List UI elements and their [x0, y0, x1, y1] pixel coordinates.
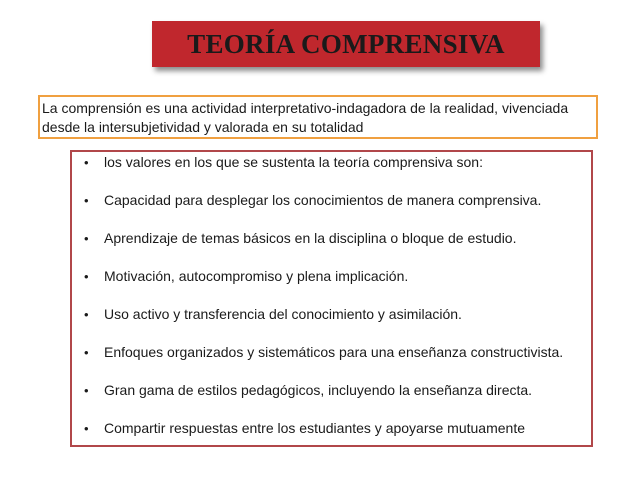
list-item: [84, 382, 532, 398]
list-item: [84, 420, 525, 436]
bullet-icon: •: [84, 231, 89, 246]
bullet-icon: •: [84, 269, 89, 284]
list-item-text: Compartir respuestas entre los estudiantes y apoyarse mutuamente: [104, 420, 525, 436]
list-item-text: Capacidad para desplegar los conocimientos de manera comprensiva.: [104, 192, 542, 208]
list-item-text: Uso activo y transferencia del conocimiento y asimilación.: [104, 306, 462, 322]
definition-box: [38, 95, 598, 139]
list-item-text: Enfoques organizados y sistemáticos para una enseñanza constructivista.: [104, 344, 564, 360]
definition-line-2: desde la intersubjetividad y valorada en su totalidad: [42, 119, 364, 135]
list-item: [84, 344, 563, 360]
bullet-icon: •: [84, 193, 89, 208]
bullet-icon: •: [84, 345, 89, 360]
list-item: [84, 230, 517, 246]
values-list-box: [70, 150, 593, 447]
bullet-icon: •: [84, 155, 89, 170]
list-item-text: Aprendizaje de temas básicos en la disciplina o bloque de estudio.: [104, 230, 517, 246]
slide-title: TEORÍA COMPRENSIVA: [187, 28, 505, 59]
list-item: [84, 306, 462, 322]
definition-line-1: La comprensión es una actividad interpretativo-indagadora de la realidad, vivenciada: [42, 100, 569, 116]
list-item: [84, 268, 408, 284]
title-banner: [152, 21, 540, 67]
bullet-icon: •: [84, 307, 89, 322]
list-item: [84, 154, 483, 170]
bullet-icon: •: [84, 383, 89, 398]
bullet-icon: •: [84, 421, 89, 436]
list-item-text: Motivación, autocompromiso y plena implicación.: [104, 268, 409, 284]
list-item-text: Gran gama de estilos pedagógicos, incluyendo la enseñanza directa.: [104, 382, 533, 398]
list-item: [84, 192, 541, 208]
list-item-text: los valores en los que se sustenta la teoría comprensiva son:: [104, 154, 483, 170]
